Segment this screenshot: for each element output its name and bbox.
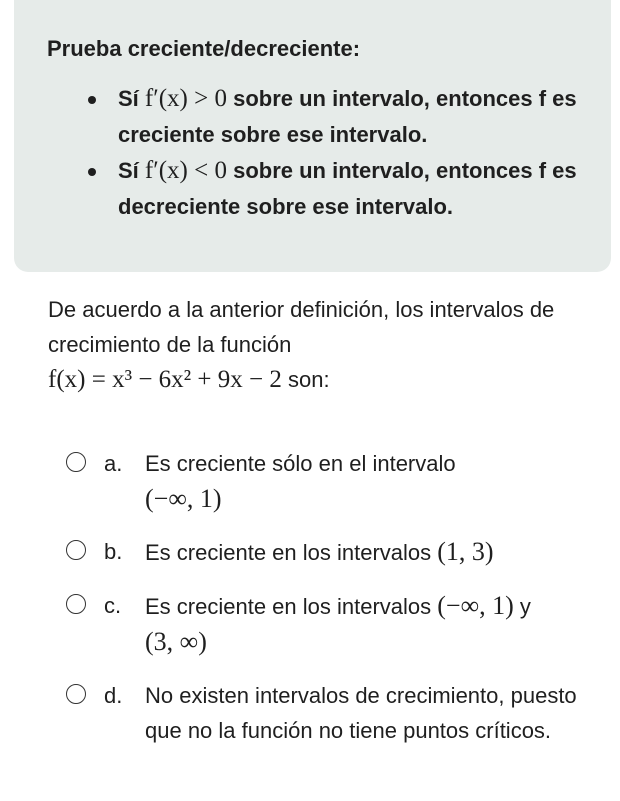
- option-math: (1, 3): [437, 537, 494, 566]
- option-d[interactable]: [66, 678, 606, 748]
- bullet-icon: [88, 168, 96, 176]
- definition-title: Prueba creciente/decreciente:: [47, 36, 361, 61]
- radio-button[interactable]: [66, 540, 86, 560]
- option-letter: b.: [104, 539, 123, 564]
- rule-increasing: [88, 81, 598, 153]
- option-text: Es creciente sólo en el intervalo: [145, 451, 456, 476]
- option-text: Es creciente en los intervalos: [145, 594, 432, 619]
- option-joiner: y: [519, 594, 531, 619]
- radio-button[interactable]: [66, 684, 86, 704]
- rule-decreasing: [88, 153, 598, 225]
- rule-prefix: Sí: [118, 158, 139, 183]
- option-text: Es creciente en los intervalos: [145, 540, 432, 565]
- option-a[interactable]: [66, 446, 606, 517]
- bullet-icon: [88, 96, 96, 104]
- option-b[interactable]: [66, 534, 606, 570]
- option-math: (−∞, 1): [437, 591, 514, 620]
- question-function: f(x) = x³ − 6x² + 9x − 2: [48, 366, 282, 393]
- option-letter: a.: [104, 451, 123, 476]
- question-lead: De acuerdo a la anterior definición, los intervalos de crecimiento de la función: [48, 297, 555, 357]
- rule-condition: f′(x) < 0: [144, 157, 227, 184]
- option-text: No existen intervalos de crecimiento, puesto que no la función no tiene puntos críticos.: [145, 683, 577, 743]
- option-letter: d.: [104, 683, 123, 708]
- rule-text: sobre un intervalo, entonces f es decreciente sobre ese intervalo.: [118, 158, 577, 219]
- question-tail: son:: [288, 367, 330, 392]
- option-letter: c.: [104, 593, 122, 618]
- option-c[interactable]: [66, 588, 606, 660]
- option-math-2: (3, ∞): [145, 627, 207, 656]
- rule-text: sobre un intervalo, entonces f es creciente sobre ese intervalo.: [118, 86, 577, 147]
- rule-condition: f′(x) > 0: [144, 85, 227, 112]
- option-math: (−∞, 1): [145, 484, 222, 513]
- radio-button[interactable]: [66, 594, 86, 614]
- radio-button[interactable]: [66, 452, 86, 472]
- question-text: [48, 292, 604, 397]
- rule-prefix: Sí: [118, 86, 139, 111]
